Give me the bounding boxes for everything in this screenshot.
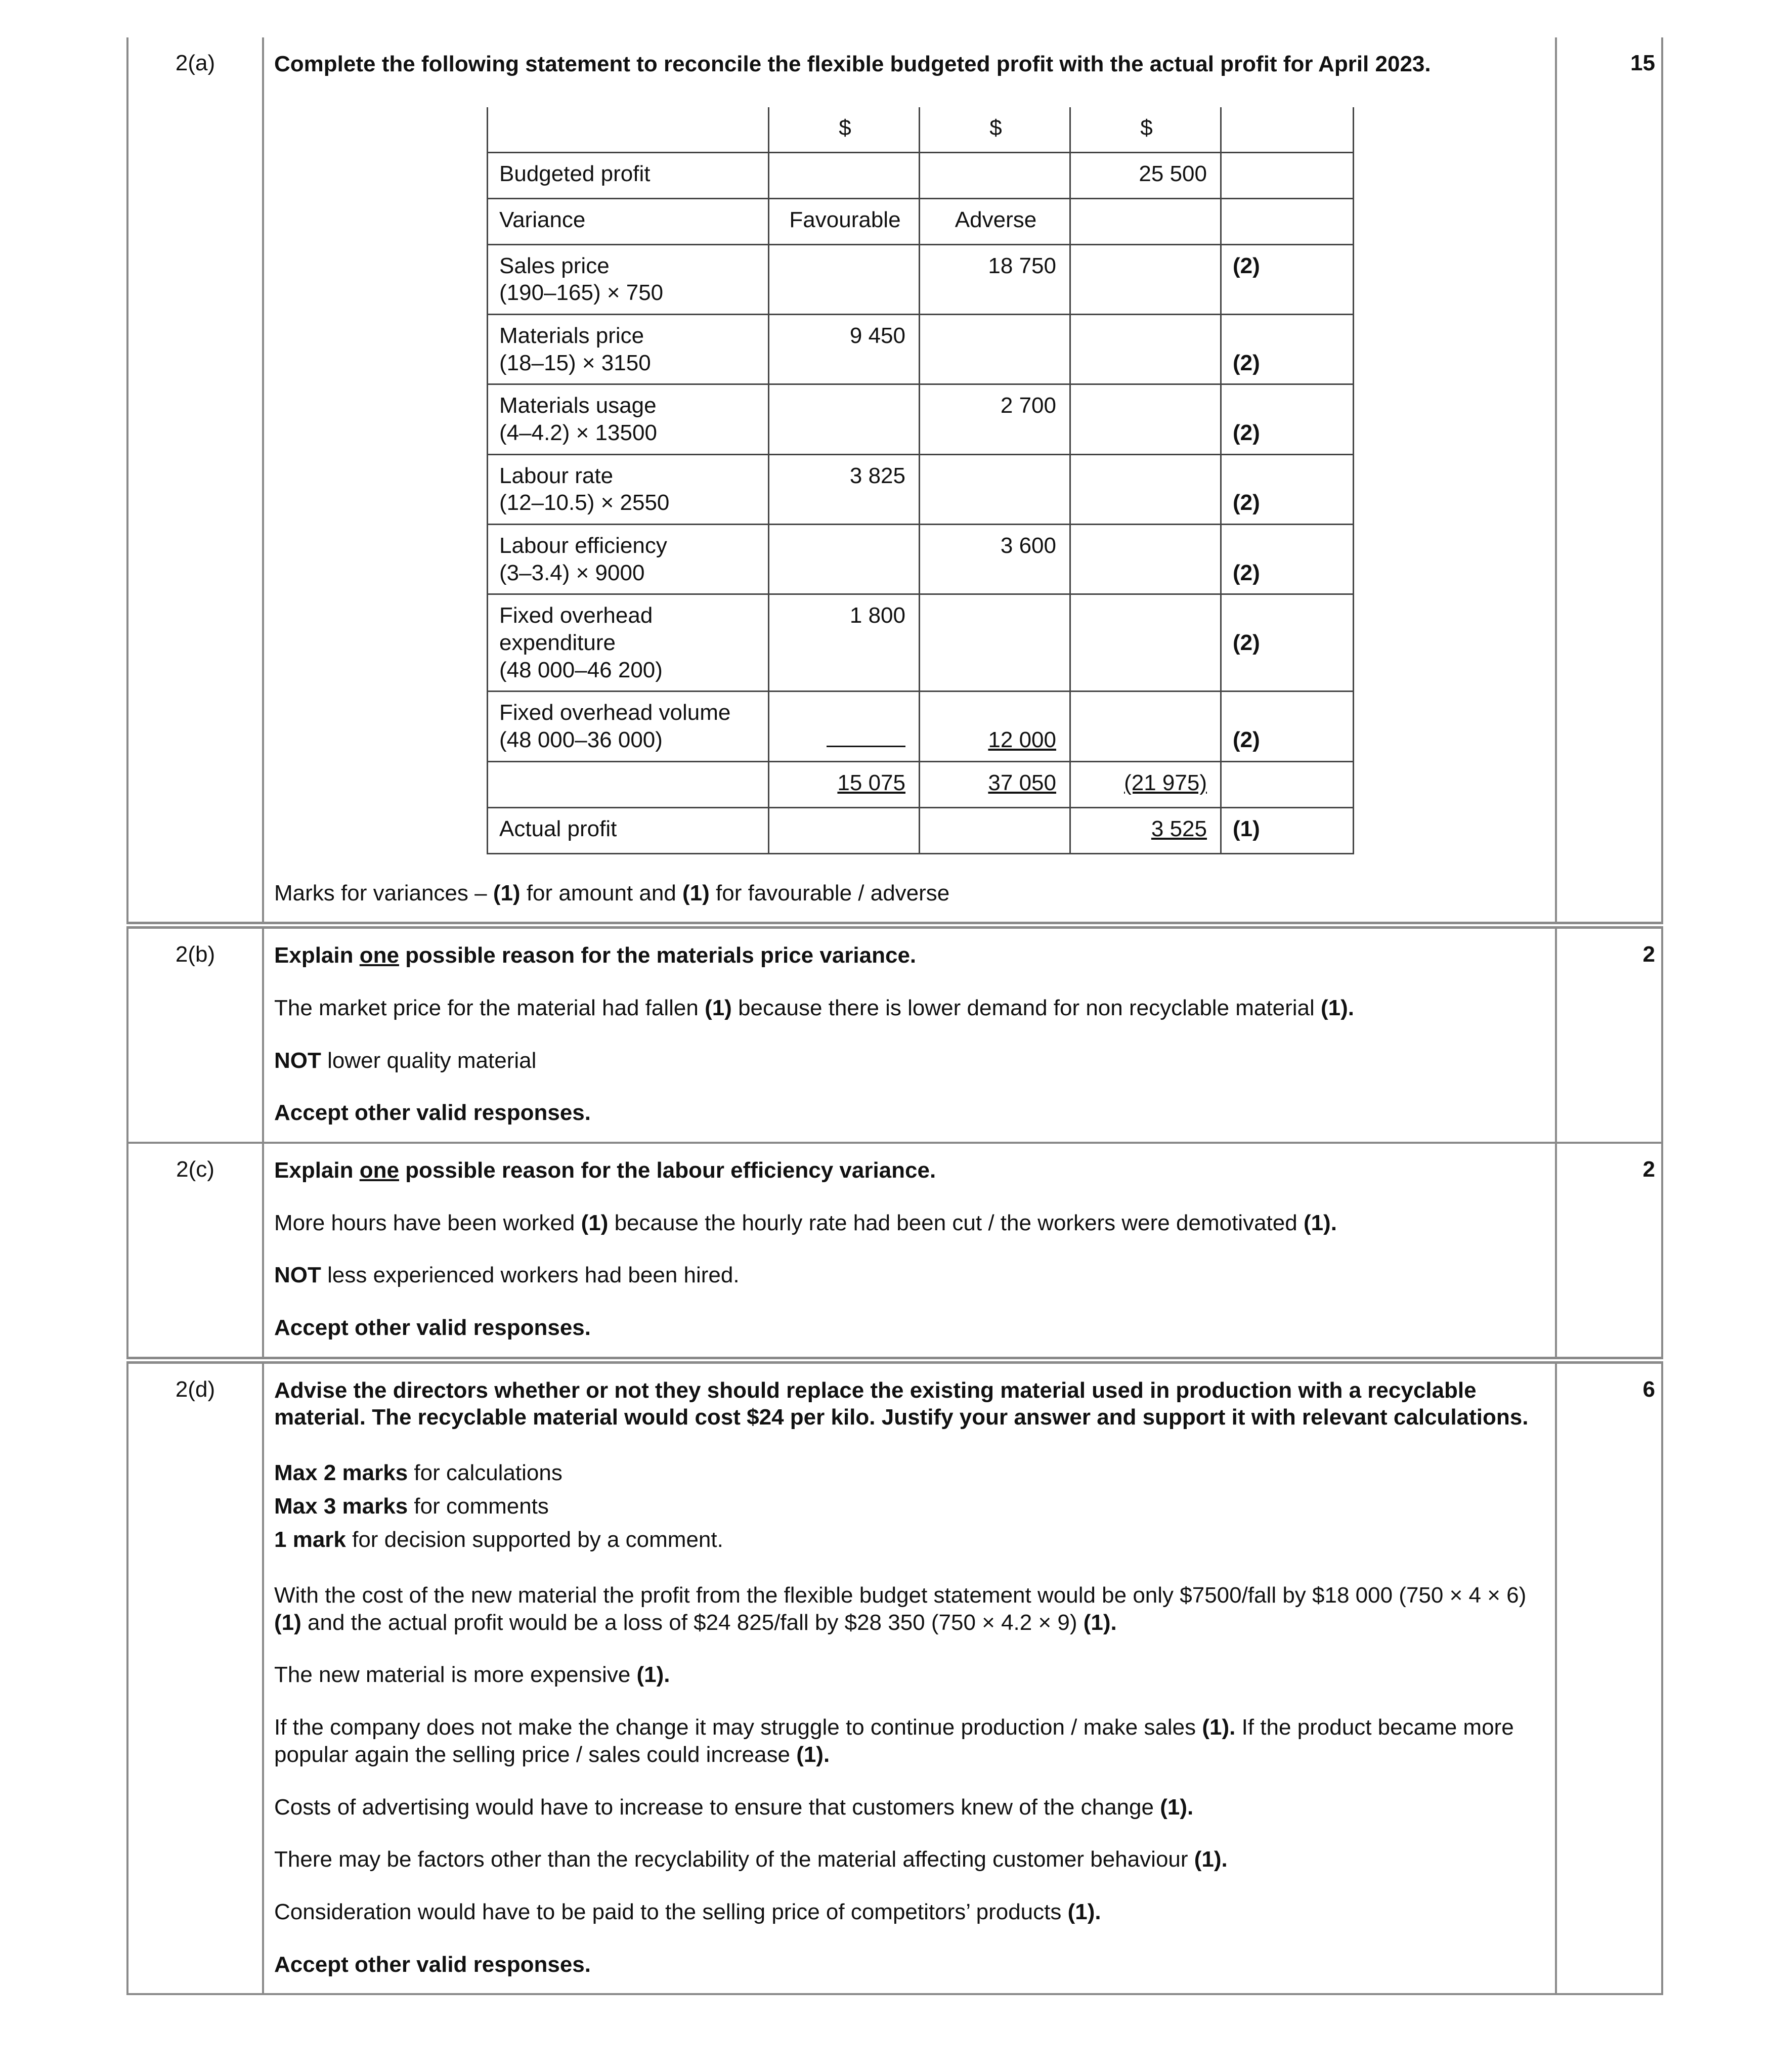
- question-number: 2(d): [127, 1360, 263, 1994]
- mark-allocation: (2): [1221, 594, 1354, 692]
- marks-total: 6: [1556, 1360, 1662, 1994]
- reconciliation-statement: [487, 107, 1354, 854]
- question-text: Complete the following statement to reconcile the flexible budgeted profit with the actual profit for April 2023.: [274, 52, 1431, 76]
- row-label: Sales price (190–165) × 750: [488, 244, 769, 314]
- adverse-value: 2 700: [920, 384, 1070, 454]
- answer-text: If the company does not make the change it may struggle to continue production / make sales (1). If the product became more popular again the selling price / sales could increase (1).: [274, 1715, 1514, 1767]
- currency-label: $: [920, 107, 1070, 153]
- variance-row: [488, 454, 1354, 524]
- underline-rule: [827, 723, 905, 747]
- answer-cell: [263, 1360, 1556, 1994]
- row-label: Materials price (18–15) × 3150: [488, 315, 769, 384]
- answer-text: More hours have been worked (1) because the hourly rate had been cut / the workers were demotivated (1).: [274, 1210, 1337, 1235]
- variance-row: [488, 244, 1354, 314]
- adverse-header: Adverse: [920, 198, 1070, 244]
- mark-allocation: (1): [1221, 807, 1354, 853]
- adverse-total: 37 050: [920, 761, 1070, 807]
- mark-allocation-guide: Max 2 marks for calculations Max 3 marks for comments 1 mark for decision supported by a comment.: [274, 1460, 723, 1552]
- favourable-value: 3 825: [769, 454, 920, 524]
- adverse-value: [920, 454, 1070, 524]
- row-label: Materials usage (4–4.2) × 13500: [488, 384, 769, 454]
- currency-label: $: [1070, 107, 1221, 153]
- favourable-header: Favourable: [769, 198, 920, 244]
- currency-header-row: [488, 107, 1354, 153]
- question-row-2c: [127, 1143, 1662, 1360]
- variance-row: [488, 525, 1354, 594]
- question-row-2b: [127, 925, 1662, 1143]
- question-text: Explain one possible reason for the materials price variance.: [274, 943, 917, 968]
- marking-note: Marks for variances – (1) for amount and (1) for favourable / adverse: [274, 880, 950, 905]
- marks-total: 2: [1556, 1143, 1662, 1360]
- row-label: Budgeted profit: [488, 152, 769, 198]
- mark-allocation: (2): [1221, 692, 1354, 761]
- answer-cell: [263, 1143, 1556, 1360]
- row-label: Variance: [488, 198, 769, 244]
- totals-row: [488, 761, 1354, 807]
- variance-row: [488, 315, 1354, 384]
- row-label: Labour rate (12–10.5) × 2550: [488, 454, 769, 524]
- marks-total: 15: [1556, 37, 1662, 925]
- mark-allocation: (2): [1221, 454, 1354, 524]
- adverse-value: [920, 315, 1070, 384]
- answer-cell: [263, 925, 1556, 1143]
- question-text: Explain one possible reason for the labour efficiency variance.: [274, 1158, 936, 1183]
- row-label: Fixed overhead expenditure (48 000–46 200): [488, 594, 769, 692]
- favourable-value: 1 800: [769, 594, 920, 692]
- question-number: 2(b): [127, 925, 263, 1143]
- question-number: 2(a): [127, 37, 263, 925]
- answer-cell: [263, 37, 1556, 925]
- answer-text: The market price for the material had fallen (1) because there is lower demand for non recyclable material (1).: [274, 996, 1354, 1021]
- favourable-value: [769, 384, 920, 454]
- mark-allocation: (2): [1221, 384, 1354, 454]
- question-number: 2(c): [127, 1143, 263, 1360]
- question-row-2a: [127, 37, 1662, 925]
- accept-note: Accept other valid responses.: [274, 1100, 591, 1126]
- budgeted-profit-row: [488, 152, 1354, 198]
- question-text: Advise the directors whether or not they should replace the existing material used in production with a recyclable material. The recyclable material would cost $24 per kilo. Justify your answer and support it with relevant calculations.: [274, 1377, 1529, 1430]
- actual-profit-row: [488, 807, 1354, 853]
- accept-note: Accept other valid responses.: [274, 1315, 591, 1341]
- row-label: Actual profit: [488, 807, 769, 853]
- actual-profit-value: 3 525: [1070, 807, 1221, 853]
- adverse-value: 3 600: [920, 525, 1070, 594]
- variance-row: [488, 692, 1354, 761]
- answer-text: With the cost of the new material the profit from the flexible budget statement would be only $7500/fall by $18 000 (750 × 4 × 6) (1) and the actual profit would be a loss of $24 825/fall by $28 350 (750 × 4.2 × 9) (1).: [274, 1583, 1527, 1635]
- accept-note: Accept other valid responses.: [274, 1952, 591, 1977]
- favourable-value: [769, 525, 920, 594]
- mark-allocation: (2): [1221, 525, 1354, 594]
- adverse-value: [920, 594, 1070, 692]
- answer-text: Costs of advertising would have to increase to ensure that customers knew of the change (1).: [274, 1794, 1194, 1820]
- favourable-value: 9 450: [769, 315, 920, 384]
- exclusion-note: NOT lower quality material: [274, 1048, 537, 1073]
- mark-allocation: (2): [1221, 244, 1354, 314]
- favourable-value: [769, 692, 920, 761]
- variance-header-row: [488, 198, 1354, 244]
- net-variance: (21 975): [1070, 761, 1221, 807]
- adverse-value: 12 000: [920, 692, 1070, 761]
- adverse-value: 18 750: [920, 244, 1070, 314]
- answer-text: Consideration would have to be paid to the selling price of competitors’ products (1).: [274, 1899, 1101, 1924]
- favourable-value: [769, 244, 920, 314]
- row-label: Fixed overhead volume (48 000–36 000): [488, 692, 769, 761]
- variance-row: [488, 384, 1354, 454]
- row-label: Labour efficiency (3–3.4) × 9000: [488, 525, 769, 594]
- answer-text: The new material is more expensive (1).: [274, 1662, 670, 1688]
- question-row-2d: [127, 1360, 1662, 1994]
- mark-scheme-table: [126, 37, 1663, 1995]
- currency-label: $: [769, 107, 920, 153]
- budgeted-profit-value: 25 500: [1070, 152, 1221, 198]
- variance-row: [488, 594, 1354, 692]
- marks-total: 2: [1556, 925, 1662, 1143]
- exclusion-note: NOT less experienced workers had been hired.: [274, 1263, 740, 1288]
- mark-allocation: (2): [1221, 315, 1354, 384]
- favourable-total: 15 075: [769, 761, 920, 807]
- answer-text: There may be factors other than the recyclability of the material affecting customer behaviour (1).: [274, 1847, 1228, 1872]
